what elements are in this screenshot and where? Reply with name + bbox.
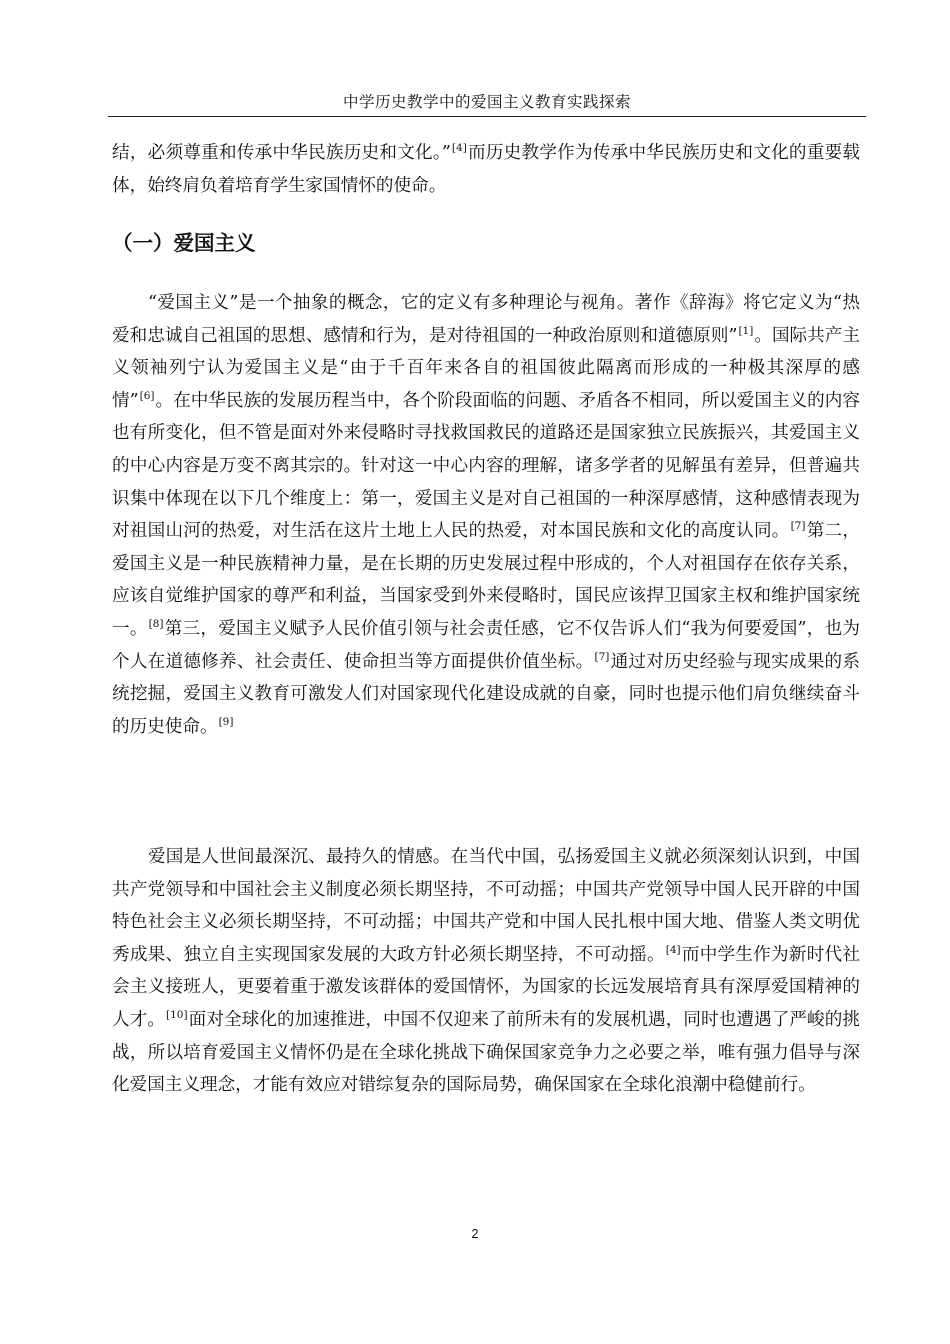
text-segment: 第二，爱国主义是一种民族精神力量，是在长期的历史发展过程中形成的，个人对祖国存在依存关系，应该自觉维护国家的尊严和利益，当国家受到外来侵略时，国民应该捍卫国家主权和维护国家统一。 — [112, 521, 860, 639]
section-heading: （一）爱国主义 — [112, 231, 256, 255]
citation: [7] — [790, 520, 806, 533]
text-segment: “爱国主义”是一个抽象的概念，它的定义有多种理论与视角。著作《辞海》将它定义为“热爱和忠诚自己祖国的思想、感情和行为，是对待祖国的一种政治原则和道德原则” — [112, 293, 860, 346]
citation: [1] — [738, 324, 754, 337]
text-segment: 爱国是人世间最深沉、最持久的情感。在当代中国，弘扬爱国主义就必须深刻认识到，中国共产党领导和中国社会主义制度必须长期坚持，不可动摇；中国共产党领导中国人民开辟的中国特色社会主义必须长期坚持，不可动摇；中国共产党和中国人民扎根中国大地、借鉴人类文明优秀成果、独立自主实现国家发展的大政方针必须长期坚持，不可动摇。 — [112, 847, 860, 965]
running-header-title: 中学历史教学中的爱国主义教育实践探索 — [342, 93, 631, 111]
text-segment: 而历史教学作为传承中华民族历史和文化的重要载体，始终肩负着培育学生家国情怀的使命。 — [112, 143, 860, 196]
citation: [6] — [139, 389, 155, 402]
citation: [9] — [218, 715, 234, 728]
text-segment: 结，必须尊重和传承中华民族历史和文化。” — [112, 143, 451, 163]
text-segment: 第三，爱国主义赋予人民价值引领与社会责任感，它不仅告诉人们“我为何要爱国”，也为个人在道德修养、社会责任、使命担当等方面提供价值坐标。 — [112, 618, 860, 672]
citation: [7] — [594, 650, 610, 663]
citation: [4] — [451, 142, 467, 154]
text-segment: 通过对历史经验与现实成果的系统挖掘，爱国主义教育可激发人们对国家现代化建设成就的自豪，同时也提示他们肩负继续奋斗的历史使命。 — [112, 651, 860, 737]
paragraph-contemporary-patriotism — [112, 841, 860, 1102]
continuation-paragraph — [112, 137, 860, 202]
text-segment: 面对全球化的加速推进，中国不仅迎来了前所未有的发展机遇，同时也遭遇了严峻的挑战，所以培育爱国主义情怀仍是在全球化挑战下确保国家竞争力之必要之举，唯有强力倡导与深化爱国主义理念，才能有效应对错综复杂的国际局势，确保国家在全球化浪潮中稳健前行。 — [112, 1009, 860, 1096]
text-segment: 而中学生作为新时代社会主义接班人，更要着重于激发该群体的爱国情怀，为国家的长远发展培育具有深厚爱国精神的人才。 — [112, 944, 860, 1030]
citation: [8] — [148, 617, 164, 630]
paragraph-patriotism-definition — [112, 287, 860, 743]
running-header — [108, 92, 866, 117]
page-number: 2 — [471, 1227, 479, 1241]
text-segment: 。在中华民族的发展历程当中，各个阶段面临的问题、矛盾各不相同，所以爱国主义的内容也有所变化，但不管是面对外来侵略时寻找救国救民的道路还是国家独立民族振兴，其爱国主义的中心内容是万变不离其宗的。针对这一中心内容的理解，诸多学者的见解虽有差异，但普遍共识集中体现在以下几个维度上：第一，爱国主义是对自己祖国的一种深厚感情，这种感情表现为对祖国山河的热爱，对生活在这片土地上人民的热爱，对本国民族和文化的高度认同。 — [112, 390, 860, 542]
citation: [4] — [665, 943, 681, 956]
text-segment: 。国际共产主义领袖列宁认为爱国主义是“由于千百年来各自的祖国彼此隔离而形成的一种极其深厚的感情” — [112, 325, 860, 411]
citation: [10] — [166, 1008, 188, 1021]
